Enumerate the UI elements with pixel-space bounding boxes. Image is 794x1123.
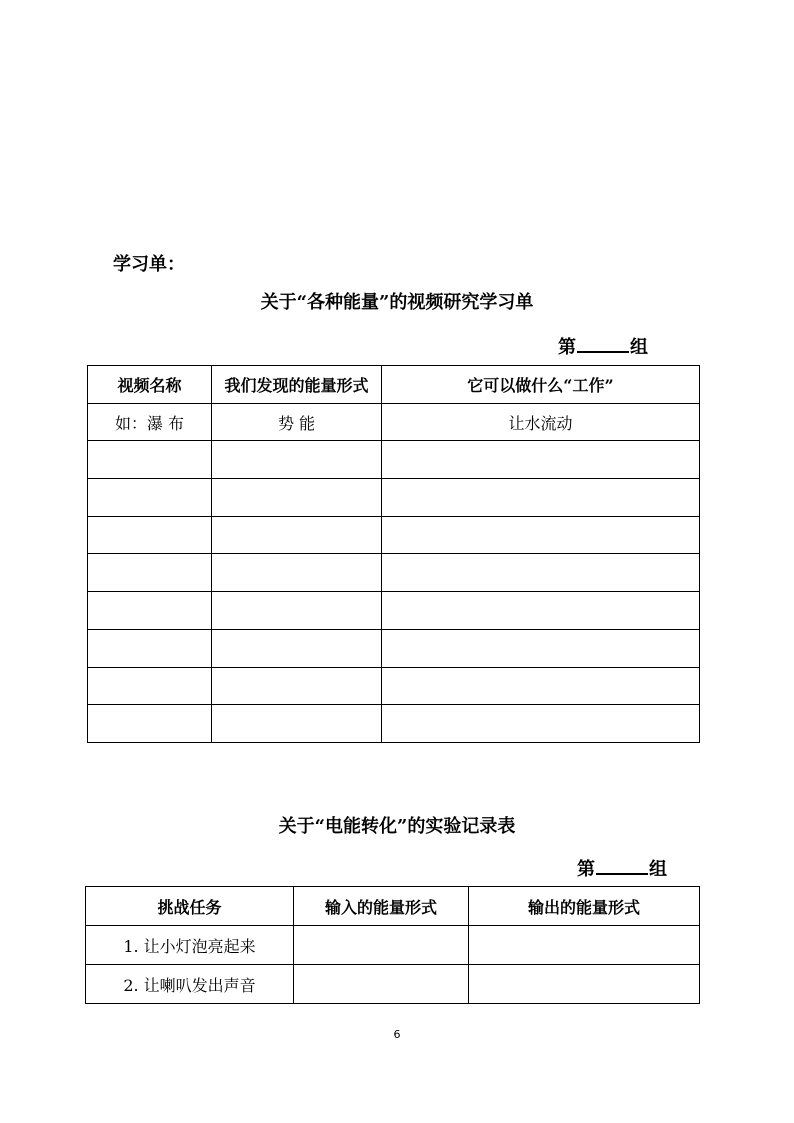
table-cell[interactable] [382, 554, 700, 592]
table-cell[interactable] [212, 479, 382, 517]
header-work-done: 它可以做什么“工作” [382, 366, 700, 404]
table-row [88, 479, 700, 517]
table-cell[interactable] [382, 592, 700, 630]
worksheet-label: 学习单： [113, 254, 185, 275]
example-video-name: 如：瀑 布 [88, 403, 212, 441]
table-cell[interactable] [212, 516, 382, 554]
table-cell[interactable] [294, 965, 469, 1004]
table-cell[interactable] [88, 516, 212, 554]
group-blank [596, 855, 648, 875]
table-row [88, 441, 700, 479]
table-cell[interactable] [382, 667, 700, 705]
table-row [86, 926, 700, 965]
group-number-line-1 [558, 333, 648, 359]
example-energy-form: 势 能 [212, 403, 382, 441]
table-cell[interactable] [469, 926, 700, 965]
table-cell[interactable] [88, 554, 212, 592]
group-suffix: 组 [649, 859, 667, 880]
header-video-name: 视频名称 [88, 366, 212, 404]
header-energy-form: 我们发现的能量形式 [212, 366, 382, 404]
table-cell[interactable] [212, 629, 382, 667]
group-prefix: 第 [558, 337, 576, 358]
table-row [88, 592, 700, 630]
group-suffix: 组 [630, 337, 648, 358]
table-cell[interactable] [382, 479, 700, 517]
energy-conversion-table [85, 886, 700, 1004]
table-cell[interactable] [212, 592, 382, 630]
table-row [86, 965, 700, 1004]
table-row [88, 516, 700, 554]
example-work-done: 让水流动 [382, 403, 700, 441]
electric-energy-title: 关于“电能转化”的实验记录表 [278, 816, 516, 837]
table-cell[interactable] [88, 592, 212, 630]
table-header-row [86, 887, 700, 926]
task-light-bulb: 1. 让小灯泡亮起来 [86, 926, 294, 965]
table-cell[interactable] [88, 705, 212, 743]
table-row [88, 705, 700, 743]
table-cell[interactable] [382, 516, 700, 554]
table-cell[interactable] [382, 629, 700, 667]
table-cell[interactable] [212, 441, 382, 479]
table-header-row [88, 366, 700, 404]
header-input-energy: 输入的能量形式 [294, 887, 469, 926]
video-study-title: 关于“各种能量”的视频研究学习单 [260, 292, 534, 313]
header-output-energy: 输出的能量形式 [469, 887, 700, 926]
energy-forms-table [87, 365, 700, 743]
table-cell[interactable] [212, 705, 382, 743]
header-challenge-task: 挑战任务 [86, 887, 294, 926]
table-cell[interactable] [88, 667, 212, 705]
group-prefix: 第 [577, 859, 595, 880]
table-row [88, 667, 700, 705]
table-cell[interactable] [88, 479, 212, 517]
table-cell[interactable] [469, 965, 700, 1004]
table-cell[interactable] [88, 441, 212, 479]
table-cell[interactable] [212, 667, 382, 705]
table-row [88, 554, 700, 592]
table-row [88, 629, 700, 667]
table-cell[interactable] [88, 629, 212, 667]
group-number-line-2 [577, 855, 667, 881]
task-speaker-sound: 2. 让喇叭发出声音 [86, 965, 294, 1004]
group-blank [577, 333, 629, 353]
table-cell[interactable] [382, 705, 700, 743]
table-cell[interactable] [382, 441, 700, 479]
table-cell[interactable] [212, 554, 382, 592]
page-number: 6 [393, 1028, 401, 1041]
table-cell[interactable] [294, 926, 469, 965]
table-row-example [88, 403, 700, 441]
